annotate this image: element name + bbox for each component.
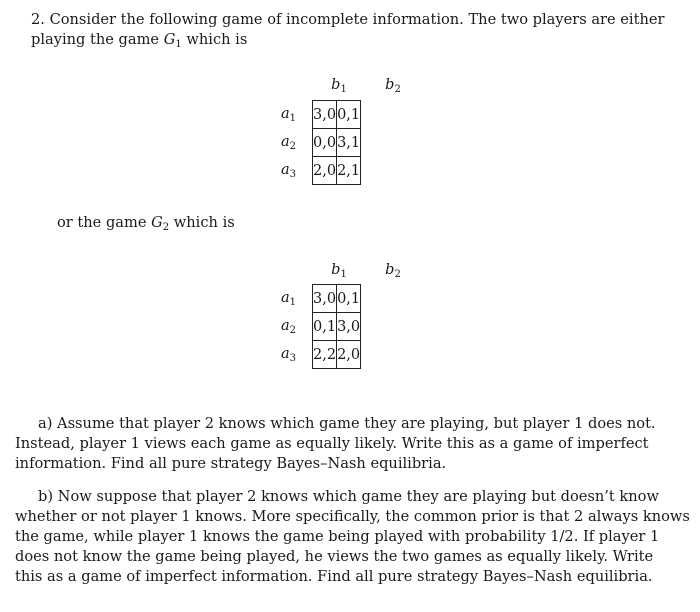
game1-row-a3-sub: 3: [289, 169, 296, 180]
game1-row-label-a1: [272, 106, 296, 124]
or-line-post: which is: [169, 214, 235, 231]
game1-col-b2-sub: 2: [394, 84, 401, 95]
game1-cell-a2-b1: 0,0: [313, 129, 337, 157]
game2-row-a1-sub: 1: [289, 297, 296, 308]
part-b-line-5: this as a game of imperfect information. Find all pure strategy Bayes–Nash equilibria.: [15, 568, 653, 585]
game1-cell-a3-b1: 2,0: [313, 157, 337, 185]
game2-row-a1-sym: a: [280, 290, 290, 306]
game2-row-label-a2: [272, 318, 296, 336]
game2-col-b2-sub: 2: [394, 269, 401, 280]
game1-row-a2-sub: 2: [289, 141, 296, 152]
part-b-line-1: b) Now suppose that player 2 knows which game they are playing but doesn’t know: [38, 488, 659, 505]
game1-payoff-table: [312, 100, 361, 185]
intro-line-2-pre: playing the game: [31, 31, 164, 48]
intro-line-2: [31, 30, 655, 55]
game-g2-symbol: [151, 214, 169, 231]
or-line-pre: or the game: [57, 214, 152, 231]
game2-col-label-b1: [312, 262, 366, 280]
part-a-paragraph: [15, 414, 656, 474]
part-a-line-3: information. Find all pure strategy Bayes–Nash equilibria.: [15, 455, 447, 472]
game2-col-b1-sub: 1: [340, 269, 347, 280]
game2-row-label-a1: [272, 290, 296, 308]
part-b-paragraph: [15, 487, 690, 587]
game2-row-a2-sym: a: [280, 318, 290, 334]
part-a-line-2: Instead, player 1 views each game as equally likely. Write this as a game of imperfect: [15, 435, 649, 452]
game2-row-a3-sub: 3: [289, 353, 296, 364]
game2-payoff-table: [312, 284, 361, 369]
game2-cell-a1-b2: 0,1: [337, 285, 361, 313]
game1-row-a2: [313, 129, 361, 157]
game2-col-label-b2: [366, 262, 420, 280]
game2-col-b2-sym: b: [385, 262, 395, 278]
game2-row-a1: [313, 285, 361, 313]
game1-row-a1-sub: 1: [289, 113, 296, 124]
game1-row-a3-sym: a: [280, 162, 290, 178]
g2-subscript: 2: [162, 222, 170, 233]
game1-row-label-a3: [272, 162, 296, 180]
or-line: [57, 213, 235, 238]
game1-col-label-b1: [312, 77, 366, 95]
game1-cell-a2-b2: 3,1: [337, 129, 361, 157]
intro-line-1: 2. Consider the following game of incomplete information. The two players are either: [31, 11, 665, 28]
game1-col-label-b2: [366, 77, 420, 95]
part-b-line-3: the game, while player 1 knows the game being played with probability 1/2. If player 1: [15, 528, 660, 545]
part-b-line-4: does not know the game being played, he views the two games as equally likely. Write: [15, 548, 654, 565]
g1-letter: G: [163, 31, 176, 48]
game2-cell-a2-b2: 3,0: [337, 313, 361, 341]
game2-row-a2: [313, 313, 361, 341]
game-g1-symbol: [164, 31, 182, 48]
g2-letter: G: [151, 214, 163, 231]
game1-cell-a3-b2: 2,1: [337, 157, 361, 185]
game1-cell-a1-b2: 0,1: [337, 101, 361, 129]
game1-col-b1-sym: b: [331, 77, 341, 93]
game1-col-b2-sym: b: [385, 77, 395, 93]
part-b-line-2: whether or not player 1 knows. More specifically, the common prior is that 2 always knows: [15, 508, 690, 525]
game2-row-a2-sub: 2: [289, 325, 296, 336]
game1-row-label-a2: [272, 134, 296, 152]
intro-line-2-post: which is: [181, 31, 248, 48]
game1-row-a1: [313, 101, 361, 129]
game2-row-label-a3: [272, 346, 296, 364]
game2-cell-a2-b1: 0,1: [313, 313, 337, 341]
game2-cell-a3-b2: 2,0: [337, 341, 361, 369]
g1-subscript: 1: [175, 39, 182, 50]
game2-row-a3-sym: a: [280, 346, 290, 362]
game1-row-a1-sym: a: [280, 106, 290, 122]
game1-row-a3: [313, 157, 361, 185]
game1-col-b1-sub: 1: [340, 84, 347, 95]
part-a-line-1: a) Assume that player 2 knows which game they are playing, but player 1 does not.: [38, 415, 656, 432]
game2-col-b1-sym: b: [331, 262, 341, 278]
game1-cell-a1-b1: 3,0: [313, 101, 337, 129]
game2-row-a3: [313, 341, 361, 369]
intro-paragraph: [31, 10, 665, 55]
game1-row-a2-sym: a: [280, 134, 290, 150]
game2-cell-a3-b1: 2,2: [313, 341, 337, 369]
game2-cell-a1-b1: 3,0: [313, 285, 337, 313]
